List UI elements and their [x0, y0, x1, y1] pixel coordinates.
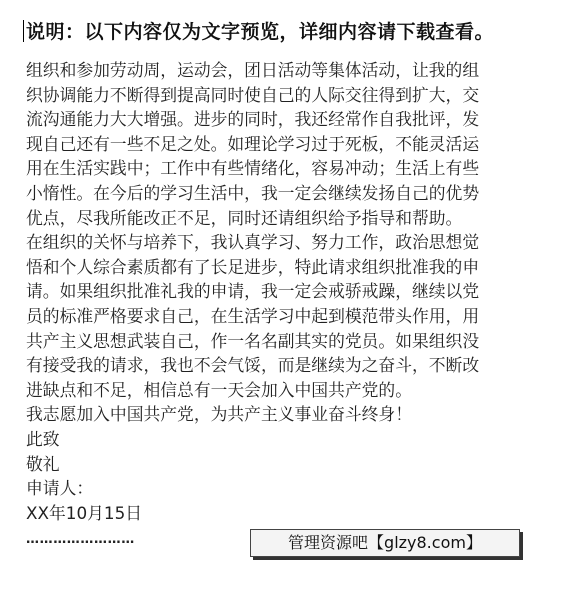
preview-notice: 说明：以下内容仅为文字预览，详细内容请下载查看。	[26, 21, 495, 43]
text-line: 用在生活实践中；工作中有些情绪化，容易冲动；生活上有些	[26, 158, 480, 179]
text-line: 有接受我的请求，我也不会气馁，而是继续为之奋斗，不断改	[26, 355, 480, 376]
text-line: 组织和参加劳动周，运动会，团日活动等集体活动，让我的组	[26, 60, 480, 80]
text-line: 优点，尽我所能改正不足，同时还请组织给予指导和帮助。	[26, 207, 463, 228]
text-line: 请。如果组织批准礼我的申请，我一定会戒骄戒躁，继续以党	[26, 281, 480, 302]
ellipsis-dots: ……………………	[26, 532, 135, 547]
applicant-label: 申请人：	[26, 478, 94, 499]
text-line: 我志愿加入中国共产党，为共产主义事业奋斗终身！	[26, 404, 412, 425]
text-line: 员的标准严格要求自己，在生活学习中起到模范带头作用，用	[26, 305, 480, 326]
date-line: XX年10月15日	[26, 502, 143, 523]
text-line: 共产主义思想武装自己，作一名名副其实的党员。如果组织没	[26, 330, 480, 351]
salutation-line: 敬礼	[26, 453, 60, 474]
text-line: 现自己还有一些不足之处。如理论学习过于死板，不能灵活运	[26, 133, 480, 154]
text-line: 小惰性。在今后的学习生活中，我一定会继续发扬自己的优势	[26, 182, 480, 203]
text-line: 流沟通能力大大增强。进步的同时，我还经常作自我批评，发	[26, 109, 480, 130]
text-cursor	[23, 20, 24, 42]
text-line: 在组织的关怀与培养下，我认真学习、努力工作，政治思想觉	[26, 232, 480, 253]
text-line: 进缺点和不足，相信总有一天会加入中国共产党的。	[26, 379, 412, 400]
document-body	[26, 58, 550, 525]
text-line: 悟和个人综合素质都有了长足进步，特此请求组织批准我的申	[26, 256, 480, 277]
watermark-box: 管理资源吧【glzy8.com】	[250, 529, 520, 557]
text-line: 织协调能力不断得到提高同时使自己的人际交往得到扩大，交	[26, 84, 480, 105]
salutation-line: 此致	[26, 428, 60, 449]
